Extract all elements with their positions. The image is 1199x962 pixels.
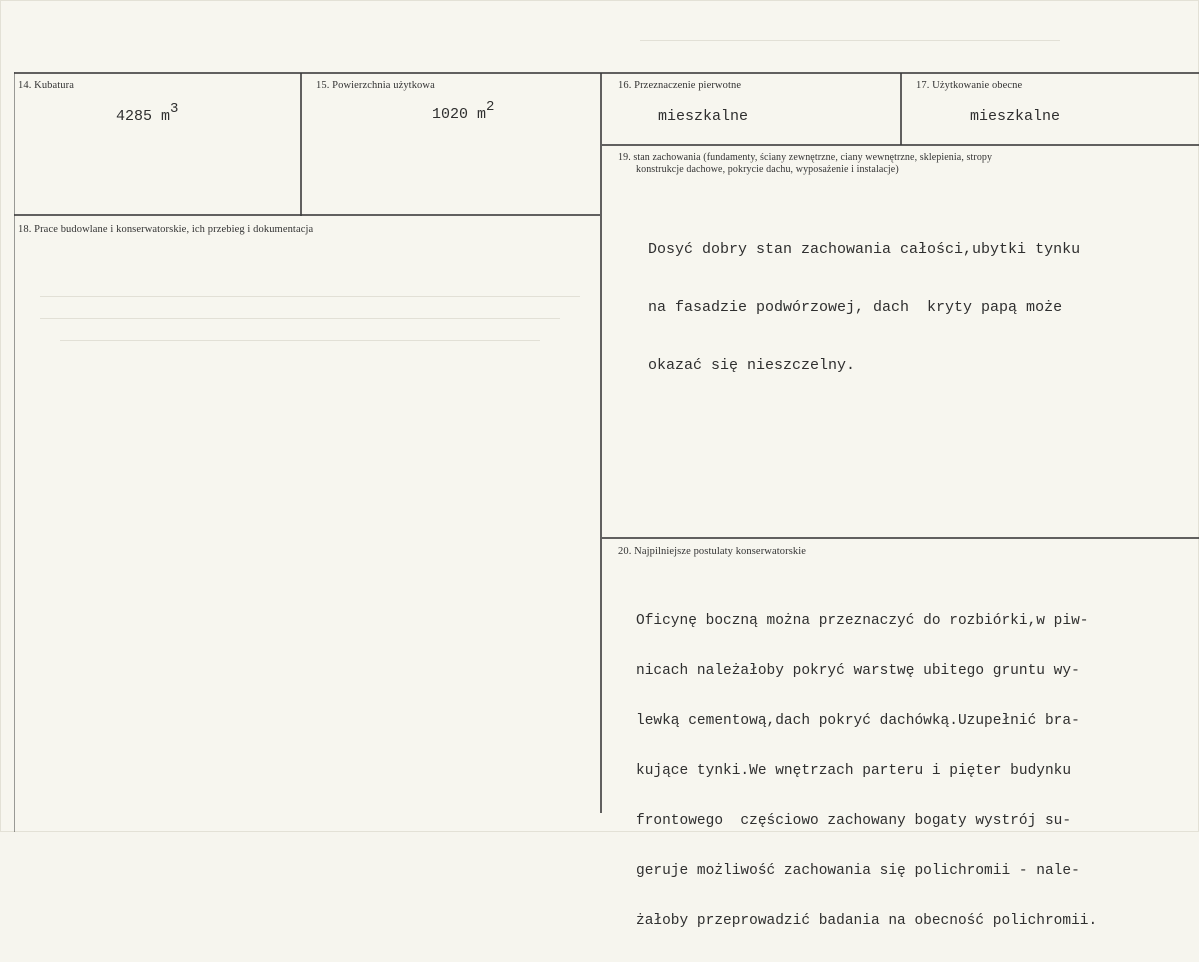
stan-line-3: okazać się nieszczelny. — [648, 357, 856, 374]
stan-line-1: Dosyć dobry stan zachowania całości,ubytki tynku — [648, 241, 1081, 258]
row1-bottom-line-left — [14, 214, 600, 216]
field-17-value: mieszkalne — [970, 108, 1061, 125]
section-20-top-line — [602, 537, 1199, 539]
divider-16-17 — [900, 73, 902, 145]
field-20-label: 20. Najpilniejsze postulaty konserwatorskie — [618, 546, 807, 557]
field-16-value: mieszkalne — [658, 108, 749, 125]
field-15-label: 15. Powierzchnia użytkowa — [316, 80, 435, 91]
stan-line-2: na fasadzie podwórzowej, dach kryty papą może — [648, 299, 1063, 316]
postulaty-line-7: żałoby przeprowadzić badania na obecność polichromii. — [636, 913, 1098, 929]
postulaty-line-6: geruje możliwość zachowania się polichromii - nale- — [636, 863, 1080, 879]
ghost-line — [60, 340, 540, 341]
field-14-label: 14. Kubatura — [18, 80, 75, 91]
field-19-label-line2: konstrukcje dachowe, pokrycie dachu, wyposażenie i instalacje) — [636, 164, 899, 175]
field-20-text — [636, 580, 1097, 962]
postulaty-line-4: kujące tynki.We wnętrzach parteru i pięter budynku — [636, 763, 1072, 779]
kubatura-value: 4285 m — [116, 108, 171, 125]
left-border-line — [14, 72, 15, 832]
powierzchnia-exponent: 2 — [486, 99, 495, 115]
postulaty-line-1: Oficynę boczną można przeznaczyć do rozbiórki,w piw- — [636, 613, 1089, 629]
field-15-value — [432, 99, 495, 123]
kubatura-exponent: 3 — [170, 101, 179, 117]
postulaty-line-3: lewką cementową,dach pokryć dachówką.Uzupełnić bra- — [636, 713, 1080, 729]
center-divider — [600, 73, 602, 813]
postulaty-line-2: nicach należałoby pokryć warstwę ubitego gruntu wy- — [636, 663, 1080, 679]
top-border-line — [14, 72, 1199, 74]
ghost-line — [40, 318, 560, 319]
field-19-label-line1: 19. stan zachowania (fundamenty, ściany zewnętrzne, ciany wewnętrzne, sklepienia, stropy — [618, 152, 993, 163]
field-17-label: 17. Użytkowanie obecne — [916, 80, 1023, 91]
ghost-line — [640, 40, 1060, 41]
field-19-text — [648, 204, 1080, 412]
field-18-label: 18. Prace budowlane i konserwatorskie, ich przebieg i dokumentacja — [18, 224, 314, 235]
postulaty-line-5: frontowego częściowo zachowany bogaty wystrój su- — [636, 813, 1072, 829]
field-14-value — [116, 101, 179, 125]
powierzchnia-value: 1020 m — [432, 106, 487, 123]
divider-14-15 — [300, 73, 302, 216]
ghost-line — [40, 296, 580, 297]
field-16-label: 16. Przeznaczenie pierwotne — [618, 80, 742, 91]
